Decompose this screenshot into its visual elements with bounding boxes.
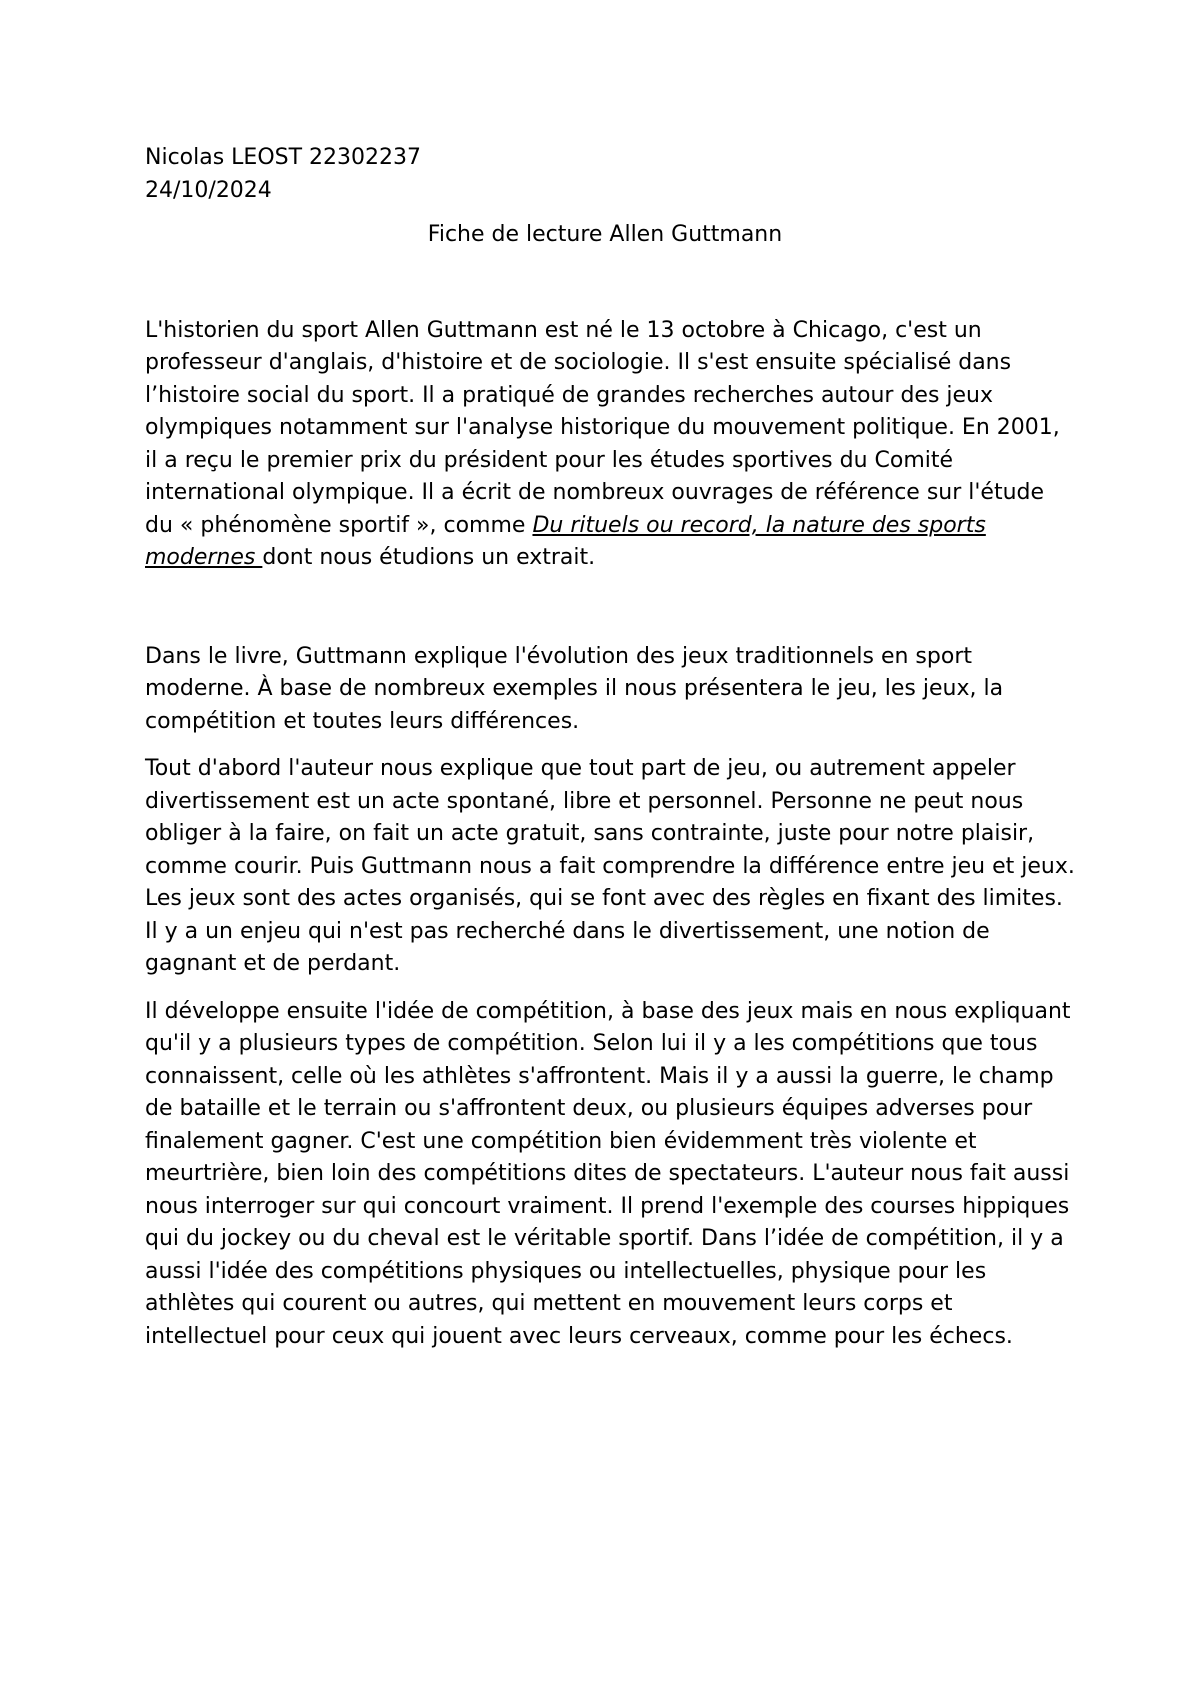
- paragraph-competition: Il développe ensuite l'idée de compétition, à base des jeux mais en nous expliquant qu'il y a plusieurs types de compétition. Selon lui il y a les compétitions que tous connaissent, celle où les athlètes s'affrontent. Mais il y a aussi la guerre, le champ de bataille et le terrain ou s'affrontent deux, ou plusieurs équipes adverses pour finalement gagner. C'est une compétition bien évidemment très violente et meurtrière, bien loin des compétitions dites de spectateurs. L'auteur nous fait aussi nous interroger sur qui concourt vraiment. Il prend l'exemple des courses hippiques qui du jockey ou du cheval est le véritable sportif. Dans l’idée de compétition, il y a aussi l'idée des compétitions physiques ou intellectuelles, physique pour les athlètes qui courent ou autres, qui mettent en mouvement leurs corps et intellectuel pour ceux qui jouent avec leurs cerveaux, comme pour les échecs.: [145, 998, 1071, 1349]
- book-title: Du rituels ou record, la nature des sports modernes: [145, 512, 986, 570]
- paragraph-intro-end: dont nous étudions un extrait.: [262, 545, 596, 570]
- document-title: Fiche de lecture Allen Guttmann: [427, 222, 783, 247]
- paragraph-intro-text: L'historien du sport Allen Guttmann est né le 13 octobre à Chicago, c'est un professeur d'anglais, d'histoire et de sociologie. Il s'est ensuite spécialisé dans l’histoire social du sport. Il a pratiqué de grandes recherches autour des jeux olympiques notamment sur l'analyse historique du mouvement politique. En 2001, il a reçu le premier prix du président pour les études sportives du Comité international olympique. Il a écrit de nombreux ouvrages de référence sur l'étude du « phénomène sportif », comme: [145, 317, 1060, 538]
- paragraph-intro: [145, 315, 1075, 575]
- document-date: 24/10/2024: [145, 177, 272, 203]
- paragraph-book-overview: Dans le livre, Guttmann explique l'évolution des jeux traditionnels en sport moderne. À base de nombreux exemples il nous présentera le jeu, les jeux, la compétition et toutes leurs différences.: [145, 643, 1004, 734]
- author-line: Nicolas LEOST 22302237: [145, 145, 422, 170]
- paragraph-jeu: Tout d'abord l'auteur nous explique que tout part de jeu, ou autrement appeler divertissement est un acte spontané, libre et personnel. Personne ne peut nous obliger à la faire, on fait un acte gratuit, sans contrainte, juste pour notre plaisir, comme courir. Puis Guttmann nous a fait comprendre la différence entre jeu et jeux. Les jeux sont des actes organisés, qui se font avec des règles en fixant des limites. Il y a un enjeu qui n'est pas recherché dans le divertissement, une notion de gagnant et de perdant.: [145, 756, 1075, 976]
- document-body: [145, 142, 1075, 1353]
